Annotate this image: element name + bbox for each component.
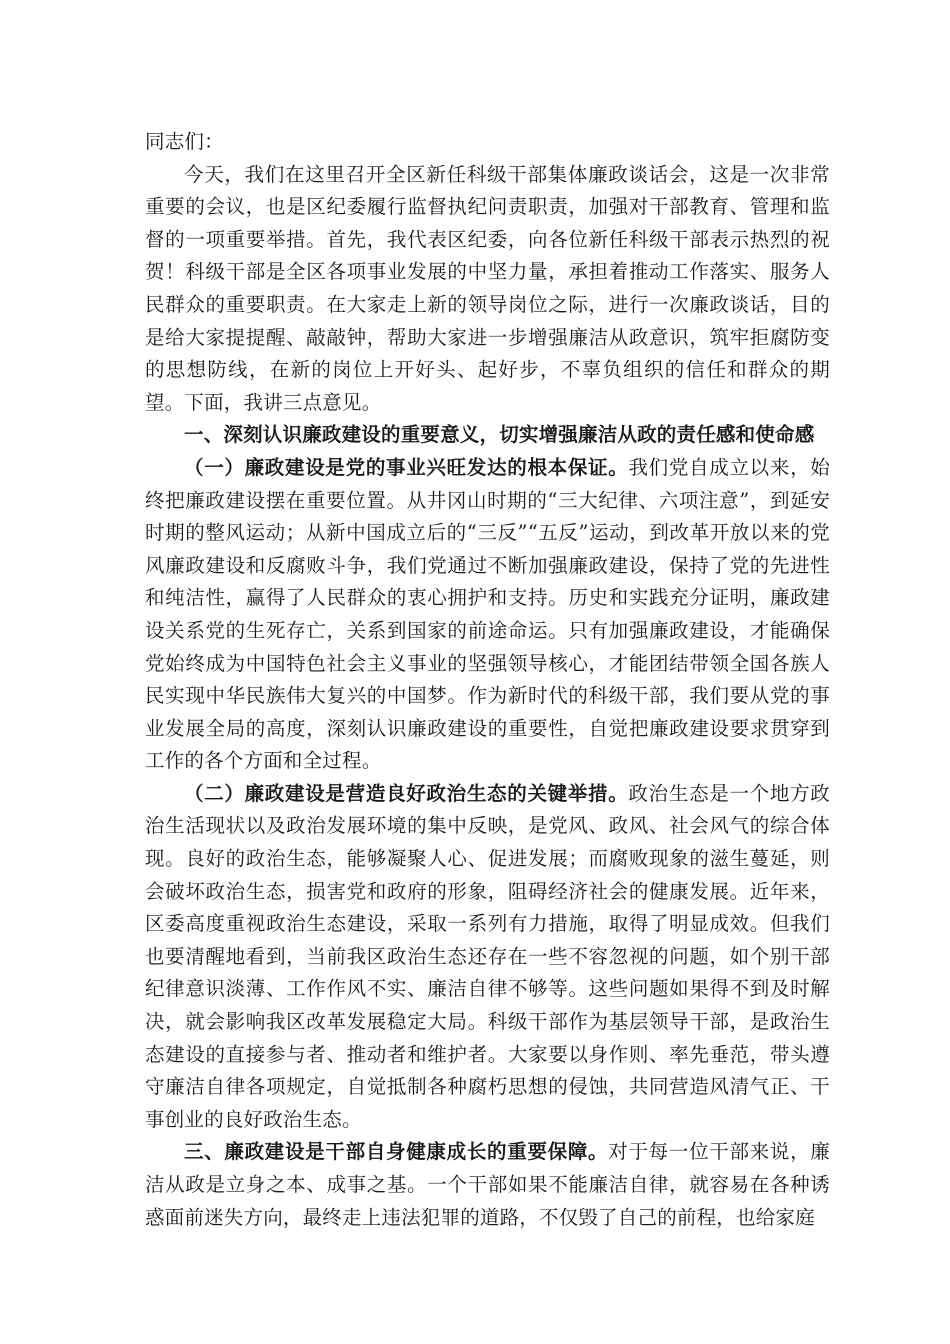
paragraph-3-lead: 三、廉政建设是干部自身健康成长的重要保障。 [184,1140,609,1164]
paragraph-1-body: 我们党自成立以来，始终把廉政建设摆在重要位置。从井冈山时期的“三大纪律、六项注意”，到延安时期的整风运动；从新中国成立后的“三反”“五反”运动，到改革开放以来的党风廉政建设和反腐败斗争，我们党通过不断加强廉政建设，保持了党的先进性和纯洁性，赢得了人民群众的衷心拥护和支持。历史和实践充分证明，廉政建设关系党的生死存亡，关系到国家的前途命运。只有加强廉政建设，才能确保党始终成为中国特色社会主义事业的坚强领导核心，才能团结带领全国各族人民实现中华民族伟大复兴的中国梦。作为新时代的科级干部，我们要从党的事业发展全局的高度，深刻认识廉政建设的重要性，自觉把廉政建设要求贯穿到工作的各个方面和全过程。 [145,455,830,773]
paragraph-1 [145,452,830,778]
paragraph-1-lead: （一）廉政建设是党的事业兴旺发达的根本保证。 [184,455,629,479]
salutation: 同志们： [145,130,224,153]
paragraph-2 [145,778,830,1137]
document-page [145,126,830,1234]
paragraph-3-body: 对于每一位干部来说，廉洁从政是立身之本、成事之基。一个干部如果不能廉洁自律，就容易在各种诱惑面前迷失方向，最终走上违法犯罪的道路，不仅毁了自己的前程，也给家庭 [145,1140,830,1229]
paragraph-2-body: 政治生态是一个地方政治生活现状以及政治发展环境的集中反映，是党风、政风、社会风气的综合体现。良好的政治生态，能够凝聚人心、促进发展；而腐败现象的滋生蔓延，则会破坏政治生态，损害党和政府的形象，阻碍经济社会的健康发展。近年来，区委高度重视政治生态建设，采取一系列有力措施，取得了明显成效。但我们也要清醒地看到，当前我区政治生态还存在一些不容忽视的问题，如个别干部纪律意识淡薄、工作作风不实、廉洁自律不够等。这些问题如果得不到及时解决，就会影响我区改革发展稳定大局。科级干部作为基层领导干部，是政治生态建设的直接参与者、推动者和维护者。大家要以身作则、率先垂范，带头遵守廉洁自律各项规定，自觉抵制各种腐朽思想的侵蚀，共同营造风清气正、干事创业的良好政治生态。 [145,781,830,1131]
paragraph-3 [145,1136,830,1234]
section-1-heading: 一、深刻认识廉政建设的重要意义，切实增强廉洁从政的责任感和使命感 [184,423,815,447]
intro-paragraph: 今天，我们在这里召开全区新任科级干部集体廉政谈话会，这是一次非常重要的会议，也是区纪委履行监督执纪问责职责，加强对干部教育、管理和监督的一项重要举措。首先，我代表区纪委，向各位新任科级干部表示热烈的祝贺！科级干部是全区各项事业发展的中坚力量，承担着推动工作落实、服务人民群众的重要职责。在大家走上新的领导岗位之际，进行一次廉政谈话，目的是给大家提提醒、敲敲钟，帮助大家进一步增强廉洁从政意识，筑牢拒腐防变的思想防线，在新的岗位上开好头、起好步，不辜负组织的信任和群众的期望。下面，我讲三点意见。 [145,162,830,414]
paragraph-2-lead: （二）廉政建设是营造良好政治生态的关键举措。 [184,781,629,805]
